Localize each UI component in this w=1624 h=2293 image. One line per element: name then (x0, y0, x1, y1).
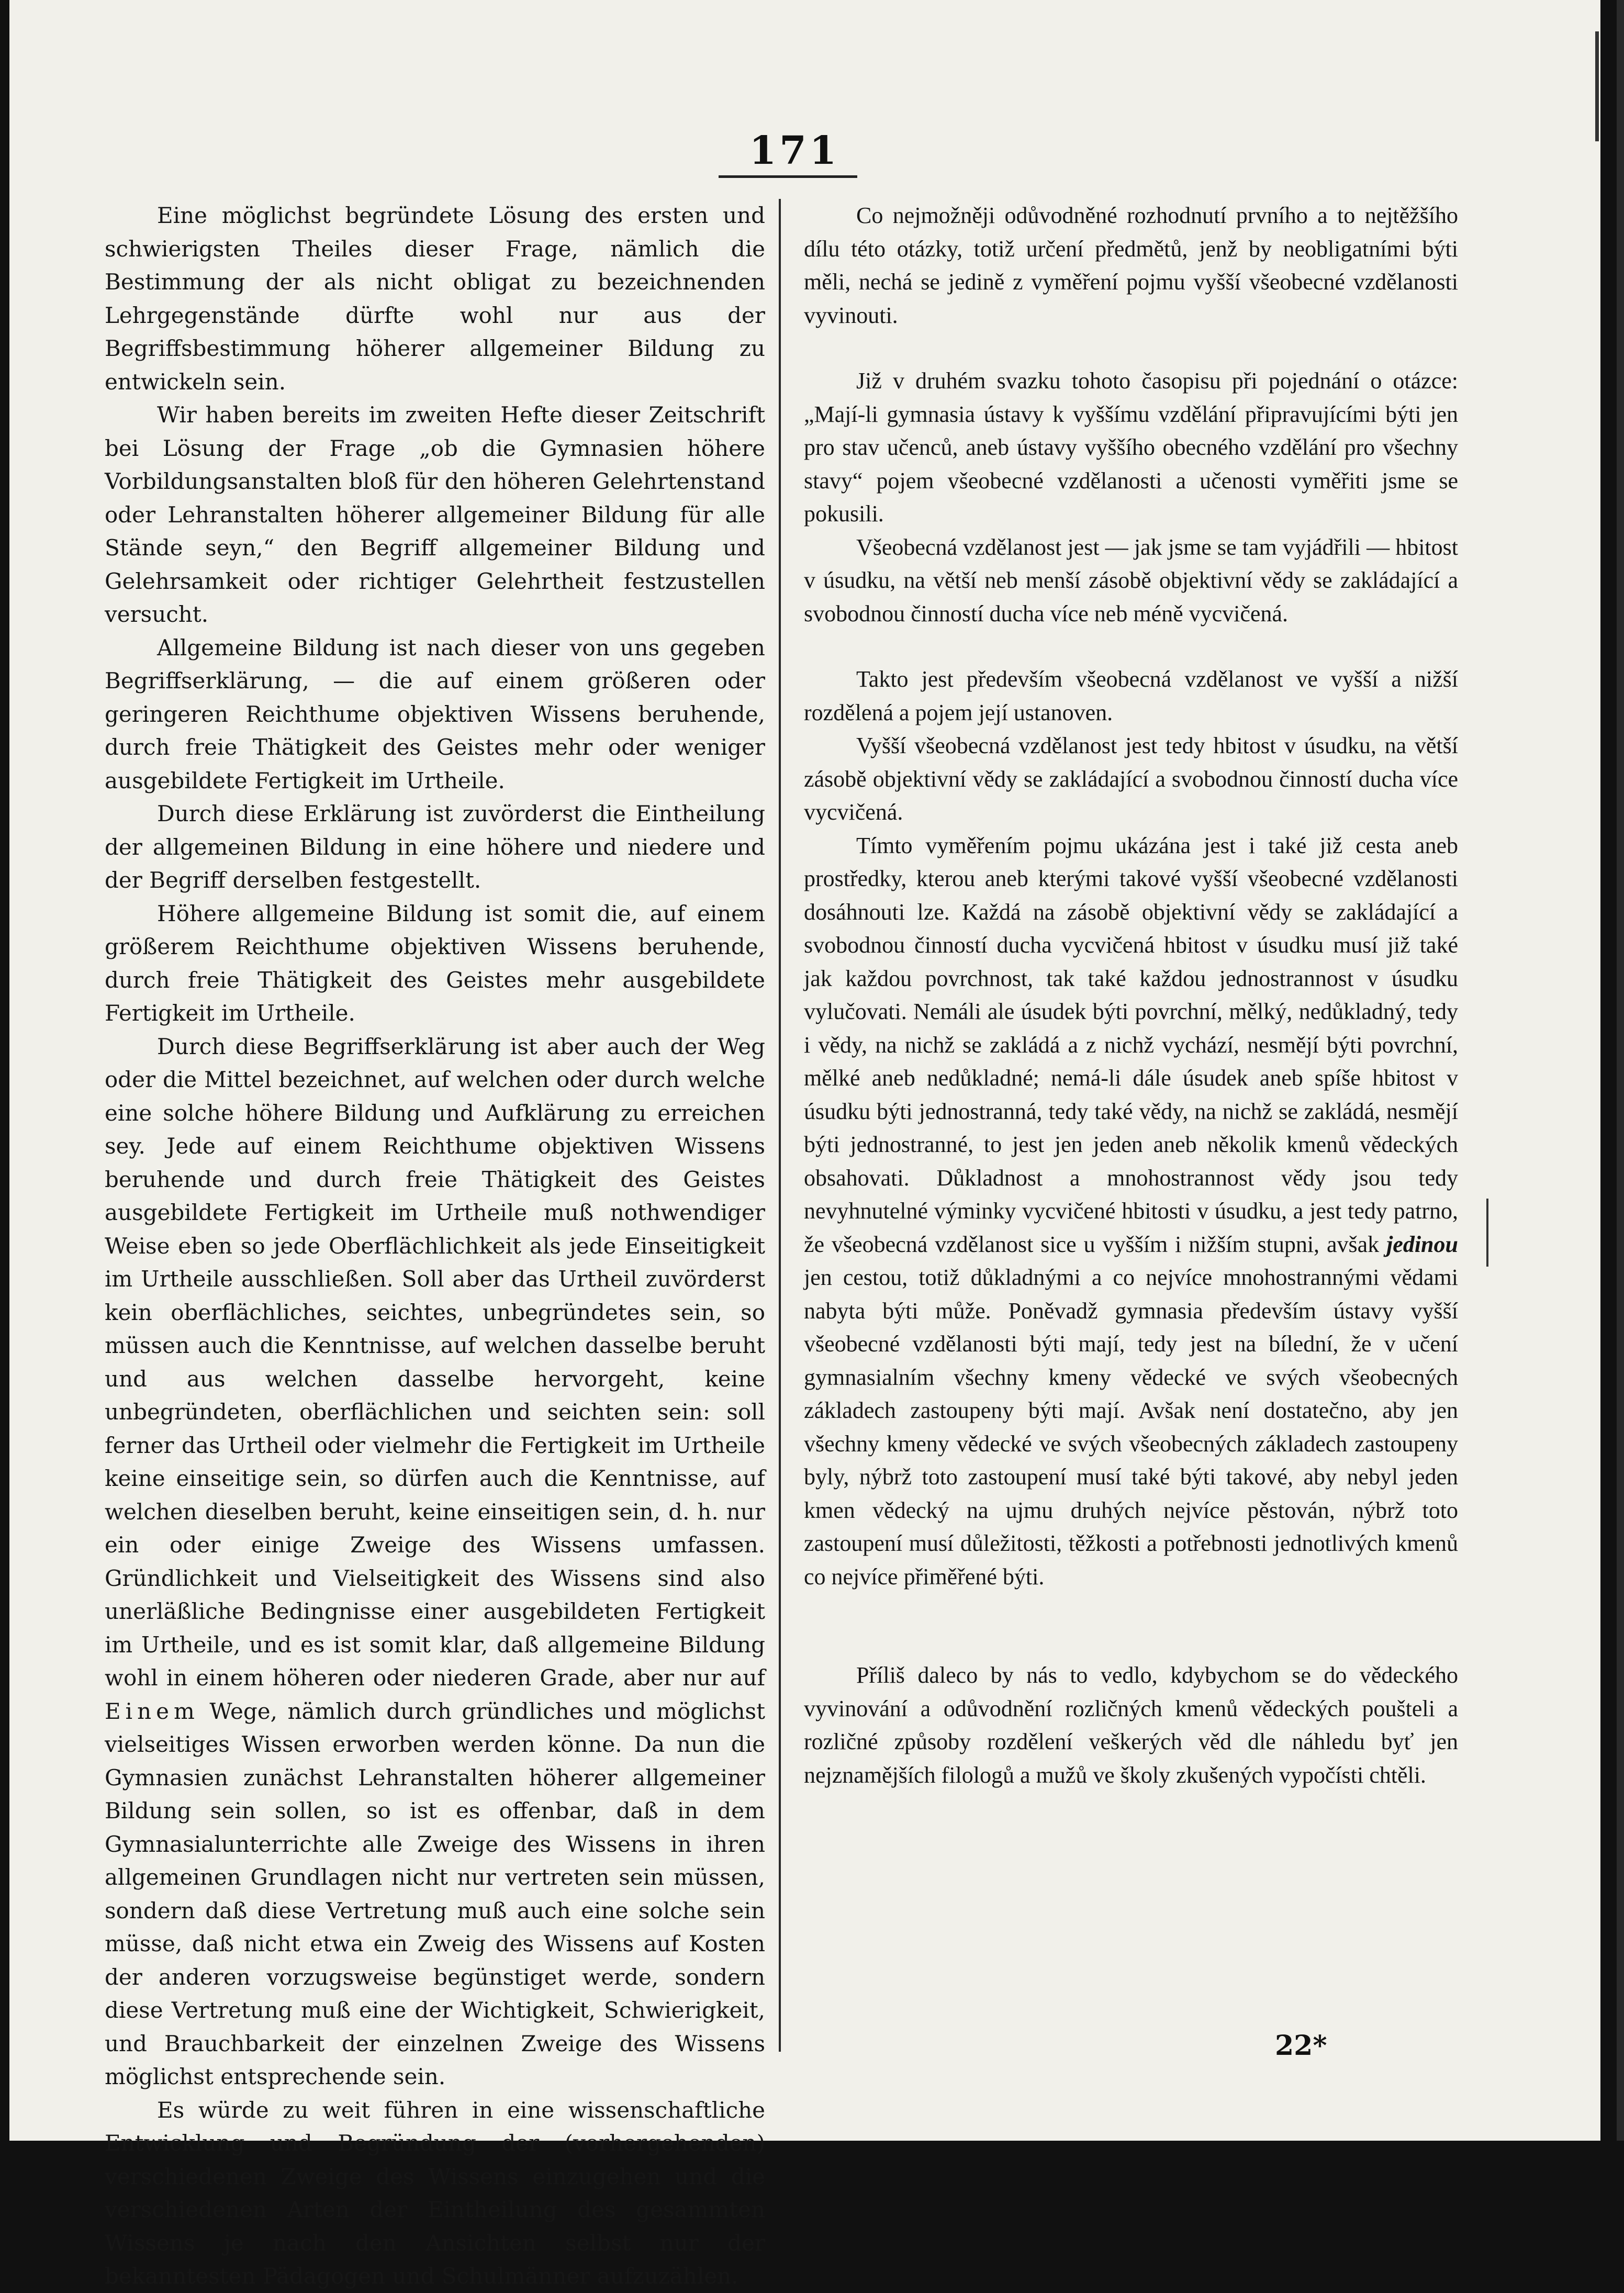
paragraph: Allgemeine Bildung ist nach dieser von uns gegeben Begriffserklärung, — die auf einem größeren oder geringeren Reichthume objektiven Wissens beruhende, durch freie Thätigkeit des Geistes mehr oder weniger ausgebildete Fertigkeit im Urtheile. (105, 634, 765, 793)
paragraph: Es würde zu weit führen in eine wissenschaftliche Entwicklung und Begründung der (vorhergehenden) verschiedenen Zweige des Wissens einzugehen und die verschiedenen Arten der Eintheilung des gesammten Wissens je nach den Ansichten selbst nur der bekanntesten Pädagogen und Schulmänner aufzuzählen. (105, 2097, 765, 2289)
paragraph: Již v druhém svazku tohoto časopisu při pojednání o otázce: „Mají-li gymnasia ústavy k vyššímu vzdělání připravujícími býti jen pro stav učenců, aneb ústavy vyššího obecného vzdělání pro všechny stavy“ pojem všeobecné vzdělanosti a učenosti vyměřiti jsme se pokusili. (804, 368, 1458, 527)
emphasized-word: jedinou (1386, 1231, 1458, 1257)
paragraph: Příliš daleco by nás to vedlo, kdybychom se do vědeckého vyvinování a odůvodnění rozličných kmenů vědeckých poušteli a rozličné způsoby rozdělení veškerých věd dle náhledu byť jen nejznamějších filologů a mužů ve školy zkušených vypočísti chtěli. (804, 1662, 1458, 1788)
paragraph: Eine möglichst begründete Lösung des ersten und schwierigsten Theiles dieser Frage, nämlich die Bestimmung der als nicht obligat zu bezeichnenden Lehrgegenstände dürfte wohl nur aus der Begriffsbestimmung höherer allgemeiner Bildung zu entwickeln sein. (105, 203, 765, 395)
paragraph: Höhere allgemeine Bildung ist somit die, auf einem größerem Reichthume objektiven Wissens beruhende, durch freie Thätigkeit des Geistes mehr ausgebildete Fertigkeit im Urtheile. (105, 900, 765, 1026)
scan-edge (1617, 0, 1624, 2141)
document-page (9, 0, 1600, 2289)
paragraph-text: jen cestou, totiž důkladnými a co nejvíce mnohostrannými vědami nabyta býti může. Poněvadž gymnasia především ústavy vyšší všeobecné vzdělanosti býti mají, tedy jest na bílední, že v učení gymnasialním všechny kmeny vědecké ve svých všeobecných základech zastoupeny býti mají. Avšak není dostatečno, aby jen všechny kmeny vědecké ve svých všeobecných základech zastoupeny byly, nýbrž toto zastoupení musí také býti takové, aby nebyl jeden kmen vědecký na ujmu druhých nejvíce pěstován, nýbrž toto zastoupení musí důležitosti, těžkosti a potřebnosti jednotlivých kmenů co nejvíce přiměřené býti. (804, 1265, 1458, 1590)
margin-mark (1595, 31, 1599, 141)
paragraph: Všeobecná vzdělanost jest — jak jsme se tam vyjádřili — hbitost v úsudku, na větší neb menší zásobě objektivní vědy se zakládající a svobodnou činností ducha více neb méně vycvičená. (804, 534, 1458, 627)
emphasized-word: Einem (105, 1698, 199, 1724)
paragraph: Takto jest především všeobecná vzdělanost ve vyšší a nižší rozdělená a pojem její ustanoven. (804, 666, 1458, 725)
paragraph: Vyšší všeobecná vzdělanost jest tedy hbitost v úsudku, na větší zásobě objektivní vědy se zakládající a svobodnou činností ducha více vycvičená. (804, 733, 1458, 825)
paragraph: Durch diese Erklärung ist zuvörderst die Eintheilung der allgemeinen Bildung in eine höhere und niedere und der Begriff derselben festgestellt. (105, 801, 765, 893)
column-divider (779, 199, 781, 2052)
german-column (105, 199, 765, 2293)
margin-mark (1486, 1199, 1488, 1267)
czech-column (804, 199, 1458, 1792)
paragraph (804, 829, 1458, 1594)
paragraph-text: Wege, nämlich durch gründliches und möglichst vielseitiges Wissen erworben werden könne. Da nun die Gymnasien zunächst Lehranstalten höherer allgemeiner Bildung sein sollen, so ist es offenbar, daß in dem Gymnasialunterrichte alle Zweige des Wissens in ihren allgemeinen Grundlagen nicht nur vertreten sein müssen, sondern daß diese Vertretung muß auch eine solche sein müsse, daß nicht etwa ein Zweig des Wissens auf Kosten der anderen vorzugsweise begünstiget werde, sondern diese Vertretung muß eine der Wichtigkeit, Schwierigkeit, und Brauchbarkeit der einzelnen Zweige des Wissens möglichst entsprechende sein. (105, 1698, 765, 2089)
paragraph (105, 1030, 765, 2094)
page-number-rule (719, 175, 857, 178)
paragraph: Co nejmožněji odůvodněné rozhodnutí prvního a to nejtěžšího dílu této otázky, totiž určení předmětů, jenž by neobligatními býti měli, nechá se jedině z vyměření pojmu vyšší všeobecné vzdělanosti vyvinouti. (804, 203, 1458, 328)
paragraph-text: Durch diese Begriffserklärung ist aber auch der Weg oder die Mittel bezeichnet, auf welchen oder durch welche eine solche höhere Bildung und Aufklärung zu erreichen sey. Jede auf einem Reichthume objektiven Wissens beruhende und durch freie Thätigkeit des Geistes ausgebildete Fertigkeit im Urtheile muß nothwendiger Weise eben so jede Oberflächlichkeit als jede Einseitigkeit im Urtheile ausschließen. Soll aber das Urtheil zuvörderst kein oberflächliches, seichtes, unbegründetes sein, so müssen auch die Kenntnisse, auf welchen dasselbe beruht und aus welchen dasselbe hervorgeht, keine unbegründeten, oberflächlichen und seichten sein: soll ferner das Urtheil oder vielmehr die Fertigkeit im Urtheile keine einseitige sein, so dürfen auch die Kenntnisse, auf welchen dieselben beruht, keine einseitigen sein, d. h. nur ein oder einige Zweige des Wissens umfassen. Gründlichkeit und Vielseitigkeit des Wissens sind also unerläßliche Bedingnisse einer ausgebildeten Fertigkeit im Urtheile, und es ist somit klar, daß allgemeine Bildung wohl in einem höheren oder niederen Grade, aber nur auf (105, 1033, 765, 1691)
signature-mark: 22* (1275, 2030, 1327, 2062)
paragraph-text: Tímto vyměřením pojmu ukázána jest i také již cesta aneb prostředky, kterou aneb kterými takové vyšší všeobecné vzdělanosti dosáhnouti lze. Každá na zásobě objektivní vědy se zakládající a svobodnou činností ducha vycvičená hbitost v úsudku musí již také jak každou povrchnost, tak také každou jednostrannost v úsudku vylučovati. Nemáli ale úsudek býti povrchní, mělký, nedůkladný, tedy i vědy, na nichž se zakládá a z nichž vychází, nesmějí býti povrchní, mělké aneb nedůkladné; nemá-li dále úsudek aneb spíše hbitost v úsudku býti jednostranná, tedy také vědy, na nichž se zakládá, nesmějí býti jednostranné, to jest jen jeden aneb několik kmenů vědeckých obsahovati. Důkladnost a mnohostrannost vědy jsou tedy nevyhnutelné výminky vycvičené hbitosti v úsudku, a jest tedy patrno, že všeobecná vzdělanost sice u vyšším i nižším stupni, avšak (804, 832, 1458, 1257)
page-number: 171 (749, 128, 840, 173)
paragraph: Wir haben bereits im zweiten Hefte dieser Zeitschrift bei Lösung der Frage „ob die Gymnasien höhere Vorbildungsanstalten bloß für den höheren Gelehrtenstand oder Lehranstalten höherer allgemeiner Bildung für alle Stände seyn,“ den Begriff allgemeiner Bildung und Gelehrsamkeit oder richtiger Gelehrtheit festzustellen versucht. (105, 402, 765, 627)
